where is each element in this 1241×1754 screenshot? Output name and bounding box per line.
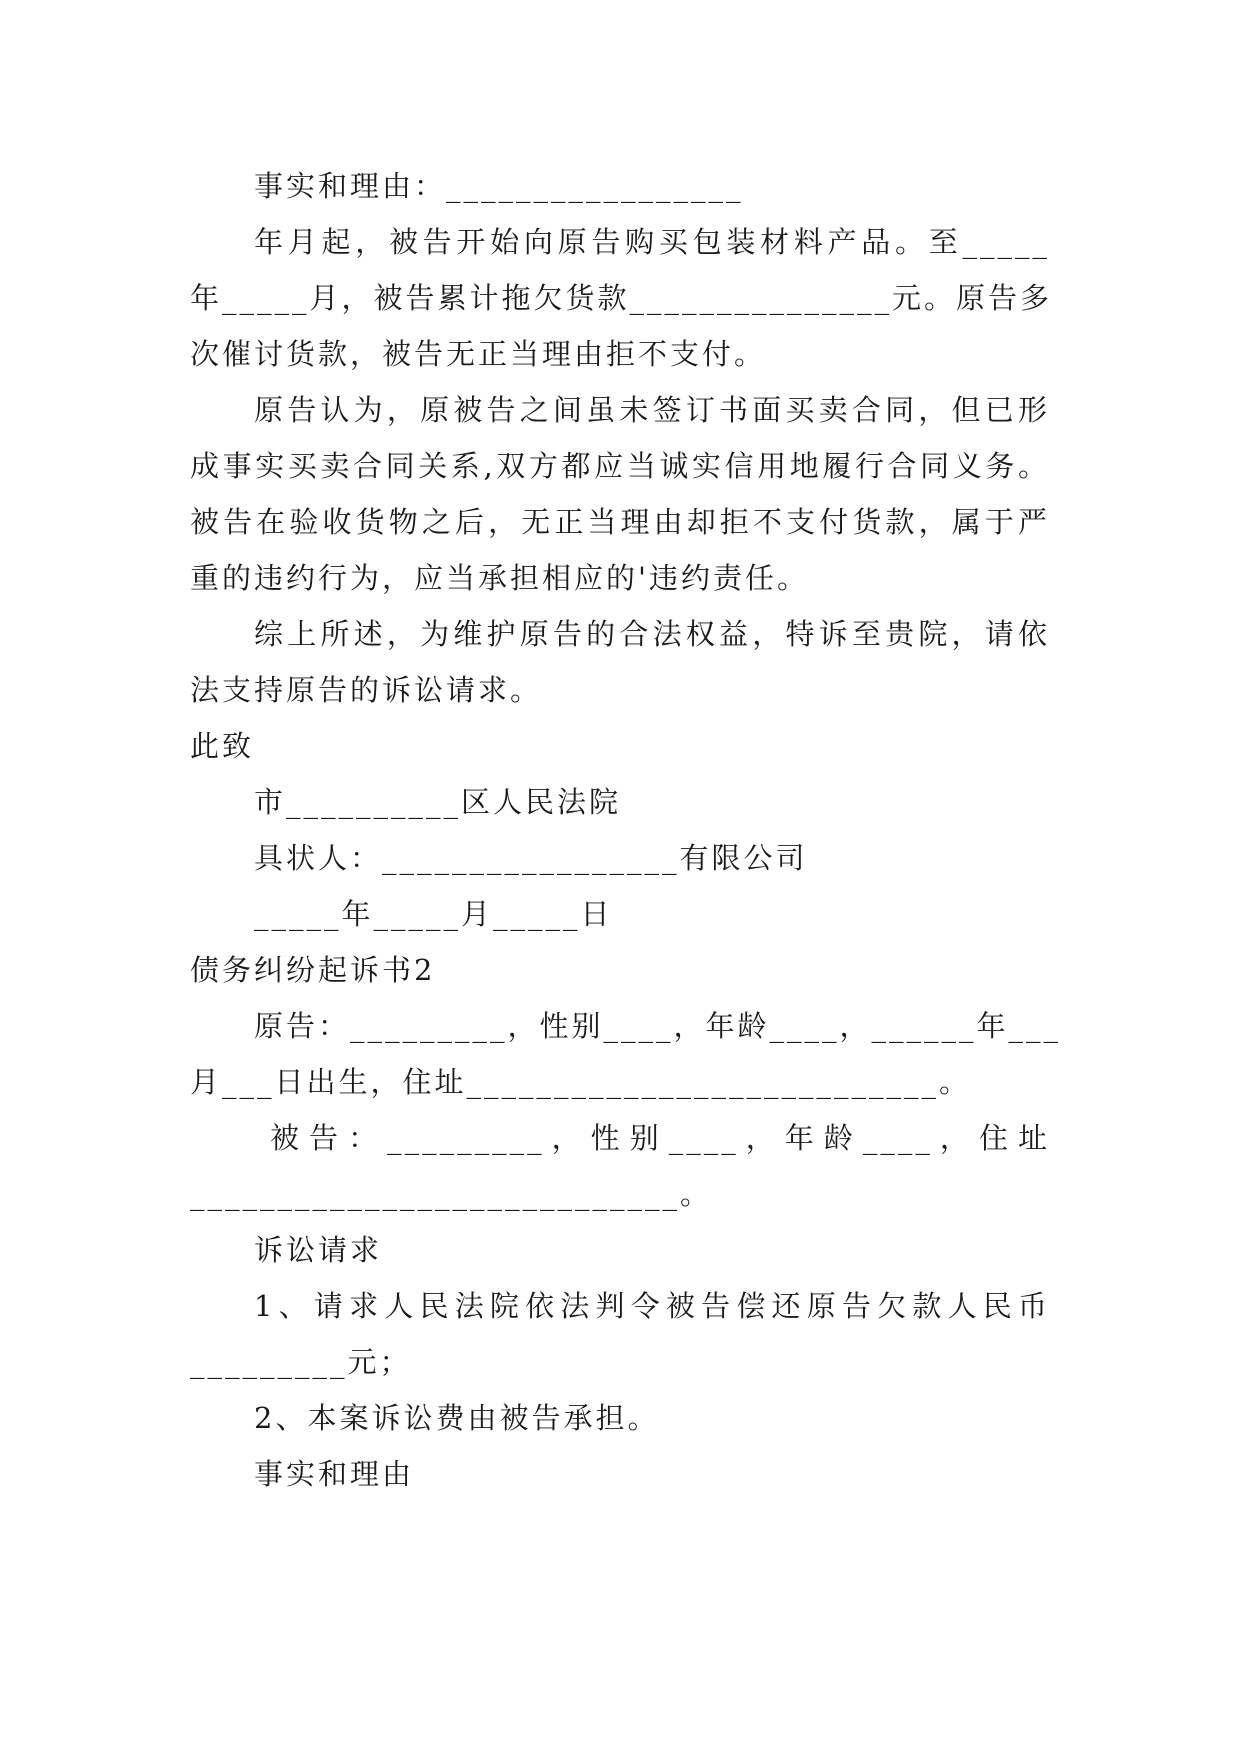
plaintiff-info: 月___日出生，住址___________________________。	[190, 1065, 972, 1099]
paragraph-line: 综上所述，为维护原告的合法权益，特诉至贵院，请依	[254, 617, 1050, 651]
paragraph-line: 被告在验收货物之后，无正当理由却拒不支付货款，属于严	[190, 505, 1050, 539]
facts-reasons-heading: 事实和理由：_________________	[254, 169, 744, 203]
paragraph-line: 法支持原告的诉讼请求。	[190, 673, 543, 707]
document-title: 债务纠纷起诉书2	[190, 953, 436, 987]
claim-item: _________元；	[190, 1345, 412, 1379]
plaintiff-info: 原告：_________，性别____，年龄____，______年___	[254, 1009, 1062, 1043]
salutation: 此致	[190, 729, 255, 763]
defendant-info: ____________________________。	[190, 1177, 713, 1211]
defendant-info: 被告：_________，性别____，年龄____，住址	[270, 1121, 1050, 1155]
claim-item: 2、本案诉讼费由被告承担。	[254, 1401, 660, 1435]
claim-item: 1、请求人民法院依法判令被告偿还原告欠款人民币	[254, 1289, 1050, 1323]
paragraph-line: 年月起，被告开始向原告购买包装材料产品。至_____	[254, 225, 1050, 259]
paragraph-line: 成事实买卖合同关系,双方都应当诚实信用地履行合同义务。	[190, 449, 1050, 483]
paragraph-line: 重的违约行为，应当承担相应的'违约责任。	[190, 561, 809, 595]
paragraph-line: 年_____月，被告累计拖欠货款_______________元。原告多	[190, 281, 1053, 315]
court-name: 市__________区人民法院	[254, 785, 622, 819]
plaintiff-signature: 具状人：_________________有限公司	[254, 841, 808, 875]
date-line: _____年_____月_____日	[254, 897, 613, 931]
claims-heading: 诉讼请求	[254, 1233, 383, 1267]
facts-reasons-heading: 事实和理由	[254, 1457, 415, 1491]
paragraph-line: 原告认为，原被告之间虽未签订书面买卖合同，但已形	[254, 393, 1050, 427]
paragraph-line: 次催讨货款，被告无正当理由拒不支付。	[190, 337, 767, 371]
